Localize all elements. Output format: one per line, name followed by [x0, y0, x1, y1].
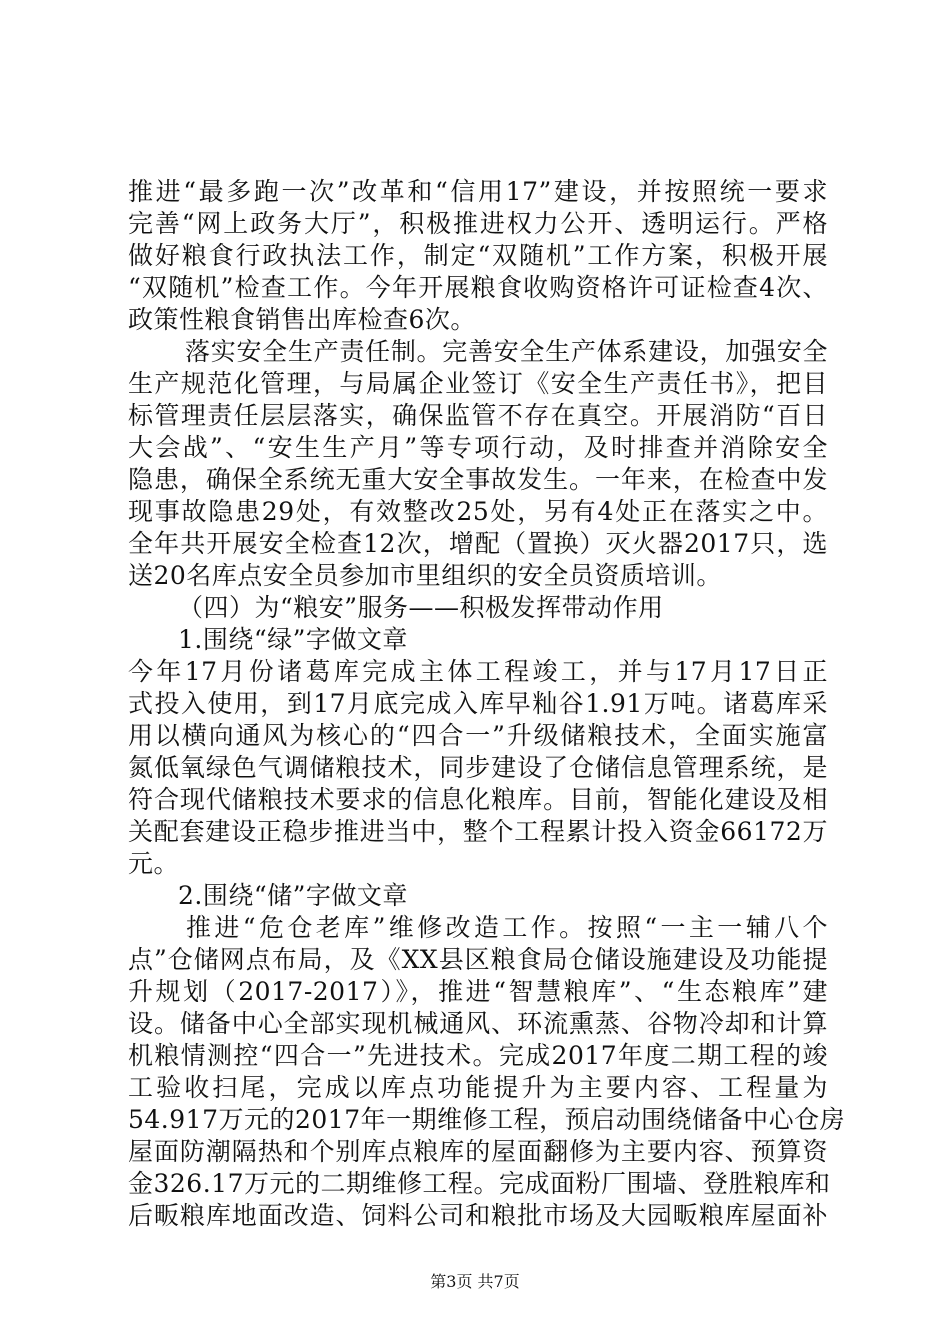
text-line: 后畈粮库地面改造、饲料公司和粮批市场及大园畈粮库屋面补	[128, 1201, 828, 1230]
text-line: 点”仓储网点布局，及《XX县区粮食局仓储设施建设及功能提	[128, 945, 828, 974]
page-footer: 第3页 共7页	[430, 1272, 520, 1291]
text-line: 标管理责任层层落实，确保监管不存在真空。开展消防“百日	[128, 401, 828, 430]
text-line: 符合现代储粮技术要求的信息化粮库。目前，智能化建设及相	[128, 785, 828, 814]
text-line: 落实安全生产责任制。完善安全生产体系建设，加强安全	[185, 337, 828, 366]
text-line: 大会战”、“安生生产月”等专项行动，及时排查并消除安全	[128, 433, 828, 462]
text-line: 2.围绕“储”字做文章	[178, 881, 408, 910]
text-line: 全年共开展安全检查12次，增配（置换）灭火器2017只，选	[128, 529, 828, 558]
text-line: 1.围绕“绿”字做文章	[178, 625, 408, 654]
text-line: 隐患，确保全系统无重大安全事故发生。一年来，在检查中发	[128, 465, 828, 494]
text-line: 今年17月份诸葛库完成主体工程竣工，并与17月17日正	[128, 657, 828, 686]
text-line: 政策性粮食销售出库检查6次。	[128, 305, 476, 334]
text-line: 式投入使用，到17月底完成入库早籼谷1.91万吨。诸葛库采	[128, 689, 828, 718]
text-line: 设。储备中心全部实现机械通风、环流熏蒸、谷物冷却和计算	[128, 1009, 828, 1038]
text-line: 升规划（2017-2017）》，推进“智慧粮库”、“生态粮库”建	[128, 977, 828, 1006]
text-line: 金326.17万元的二期维修工程。完成面粉厂围墙、登胜粮库和	[128, 1169, 831, 1198]
text-line: 机粮情测控“四合一”先进技术。完成2017年度二期工程的竣	[128, 1041, 828, 1070]
text-line: 屋面防潮隔热和个别库点粮库的屋面翻修为主要内容、预算资	[128, 1137, 828, 1166]
text-line: （四）为“粮安”服务——积极发挥带动作用	[178, 593, 664, 622]
text-line: 完善“网上政务大厅”，积极推进权力公开、透明运行。严格	[128, 209, 828, 238]
text-line: 关配套建设正稳步推进当中，整个工程累计投入资金66172万	[128, 817, 828, 846]
text-line: 54.917万元的2017年一期维修工程，预启动围绕储备中心仓房	[128, 1105, 846, 1134]
text-line: 工验收扫尾，完成以库点功能提升为主要内容、工程量为	[128, 1073, 828, 1102]
text-line: 现事故隐患29处，有效整改25处，另有4处正在落实之中。	[128, 497, 828, 526]
text-line: 推进“危仓老库”维修改造工作。按照“一主一辅八个	[186, 913, 828, 942]
text-line: 氮低氧绿色气调储粮技术，同步建设了仓储信息管理系统，是	[128, 753, 828, 782]
text-line: 元。	[128, 849, 180, 878]
text-line: 用以横向通风为核心的“四合一”升级储粮技术，全面实施富	[128, 721, 828, 750]
text-line: 送20名库点安全员参加市里组织的安全员资质培训。	[128, 561, 722, 590]
text-line: 做好粮食行政执法工作，制定“双随机”工作方案，积极开展	[128, 241, 828, 270]
text-line: 生产规范化管理，与局属企业签订《安全生产责任书》，把目	[128, 369, 828, 398]
text-line: 推进“最多跑一次”改革和“信用17”建设，并按照统一要求	[128, 177, 828, 206]
text-line: “双随机”检查工作。今年开展粮食收购资格许可证检查4次、	[128, 273, 828, 302]
